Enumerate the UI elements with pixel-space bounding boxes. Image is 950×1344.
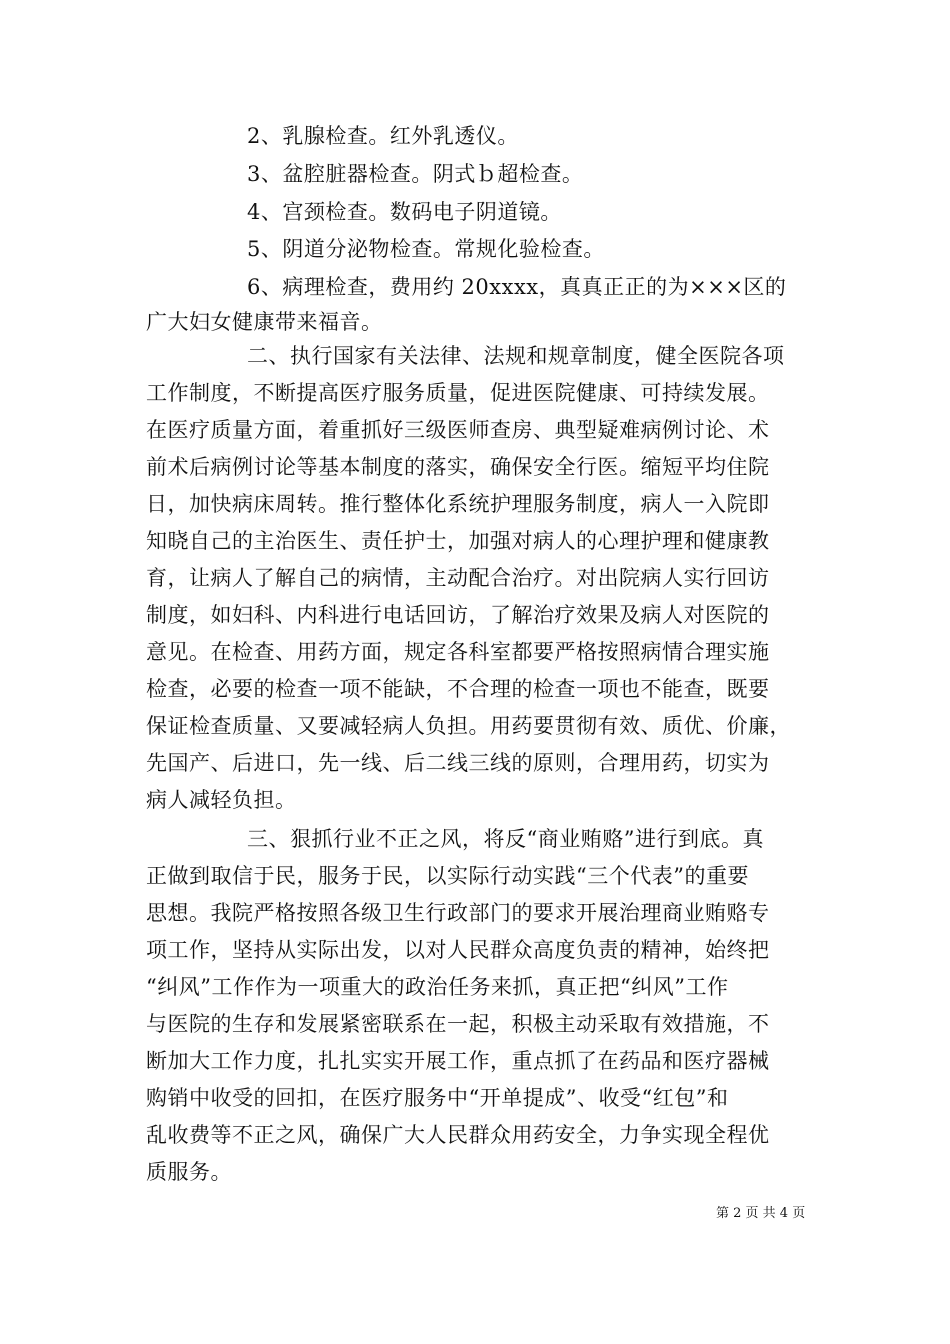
paragraph-line: 育，让病人了解自己的病情，主动配合治疗。对出院病人实行回访 <box>146 566 770 590</box>
paragraph-line: 二、执行国家有关法律、法规和规章制度，健全医院各项 <box>247 344 785 368</box>
paragraph-line: 质服务。 <box>146 1160 232 1184</box>
paragraph-line: “纠风”工作作为一项重大的政治任务来抓，真正把“纠风”工作 <box>146 975 729 999</box>
paragraph-line: 病人减轻负担。 <box>146 788 297 812</box>
paragraph-line: 思想。我院严格按照各级卫生行政部门的要求开展治理商业贿赂专 <box>146 901 770 925</box>
page-number-footer: 第 2 页 共 4 页 <box>716 1206 806 1221</box>
paragraph-line: 制度，如妇科、内科进行电话回访，了解治疗效果及病人对医院的 <box>146 603 770 627</box>
paragraph-line: 知晓自己的主治医生、责任护士，加强对病人的心理护理和健康教 <box>146 529 770 553</box>
paragraph-line: 购销中收受的回扣，在医疗服务中“开单提成”、收受“红包”和 <box>146 1086 729 1110</box>
paragraph-line: 项工作，坚持从实际出发，以对人民群众高度负责的精神，始终把 <box>146 938 770 962</box>
list-item: 2、乳腺检查。红外乳透仪。 <box>247 124 519 148</box>
paragraph-line: 检查，必要的检查一项不能缺，不合理的检查一项也不能查，既要 <box>146 677 770 701</box>
paragraph-line: 保证检查质量、又要减轻病人负担。用药要贯彻有效、质优、价廉， <box>146 714 791 738</box>
paragraph-line: 正做到取信于民，服务于民，以实际行动实践“三个代表”的重要 <box>146 864 749 888</box>
list-item: 4、宫颈检查。数码电子阴道镜。 <box>247 200 562 224</box>
paragraph-line: 广大妇女健康带来福音。 <box>146 310 383 334</box>
paragraph-line: 三、狠抓行业不正之风，将反“商业贿赂”进行到底。真 <box>247 827 764 851</box>
paragraph-line: 工作制度，不断提高医疗服务质量，促进医院健康、可持续发展。 <box>146 381 770 405</box>
paragraph-line: 先国产、后进口，先一线、后二线三线的原则，合理用药，切实为 <box>146 751 770 775</box>
paragraph-line: 与医院的生存和发展紧密联系在一起，积极主动采取有效措施，不 <box>146 1012 770 1036</box>
paragraph-line: 意见。在检查、用药方面，规定各科室都要严格按照病情合理实施 <box>146 640 770 664</box>
paragraph-line: 前术后病例讨论等基本制度的落实，确保安全行医。缩短平均住院 <box>146 455 770 479</box>
paragraph-line: 日，加快病床周转。推行整体化系统护理服务制度，病人一入院即 <box>146 492 770 516</box>
paragraph-line: 在医疗质量方面，着重抓好三级医师查房、典型疑难病例讨论、术 <box>146 418 770 442</box>
paragraph-line: 断加大工作力度，扎扎实实开展工作，重点抓了在药品和医疗器械 <box>146 1049 770 1073</box>
list-item: 3、盆腔脏器检查。阴式ｂ超检查。 <box>247 162 584 186</box>
list-item: 5、阴道分泌物检查。常规化验检查。 <box>247 237 605 261</box>
paragraph-line: 乱收费等不正之风，确保广大人民群众用药安全，力争实现全程优 <box>146 1123 770 1147</box>
list-item: 6、病理检查，费用约 20xxxx，真真正正的为×××区的 <box>247 275 787 299</box>
